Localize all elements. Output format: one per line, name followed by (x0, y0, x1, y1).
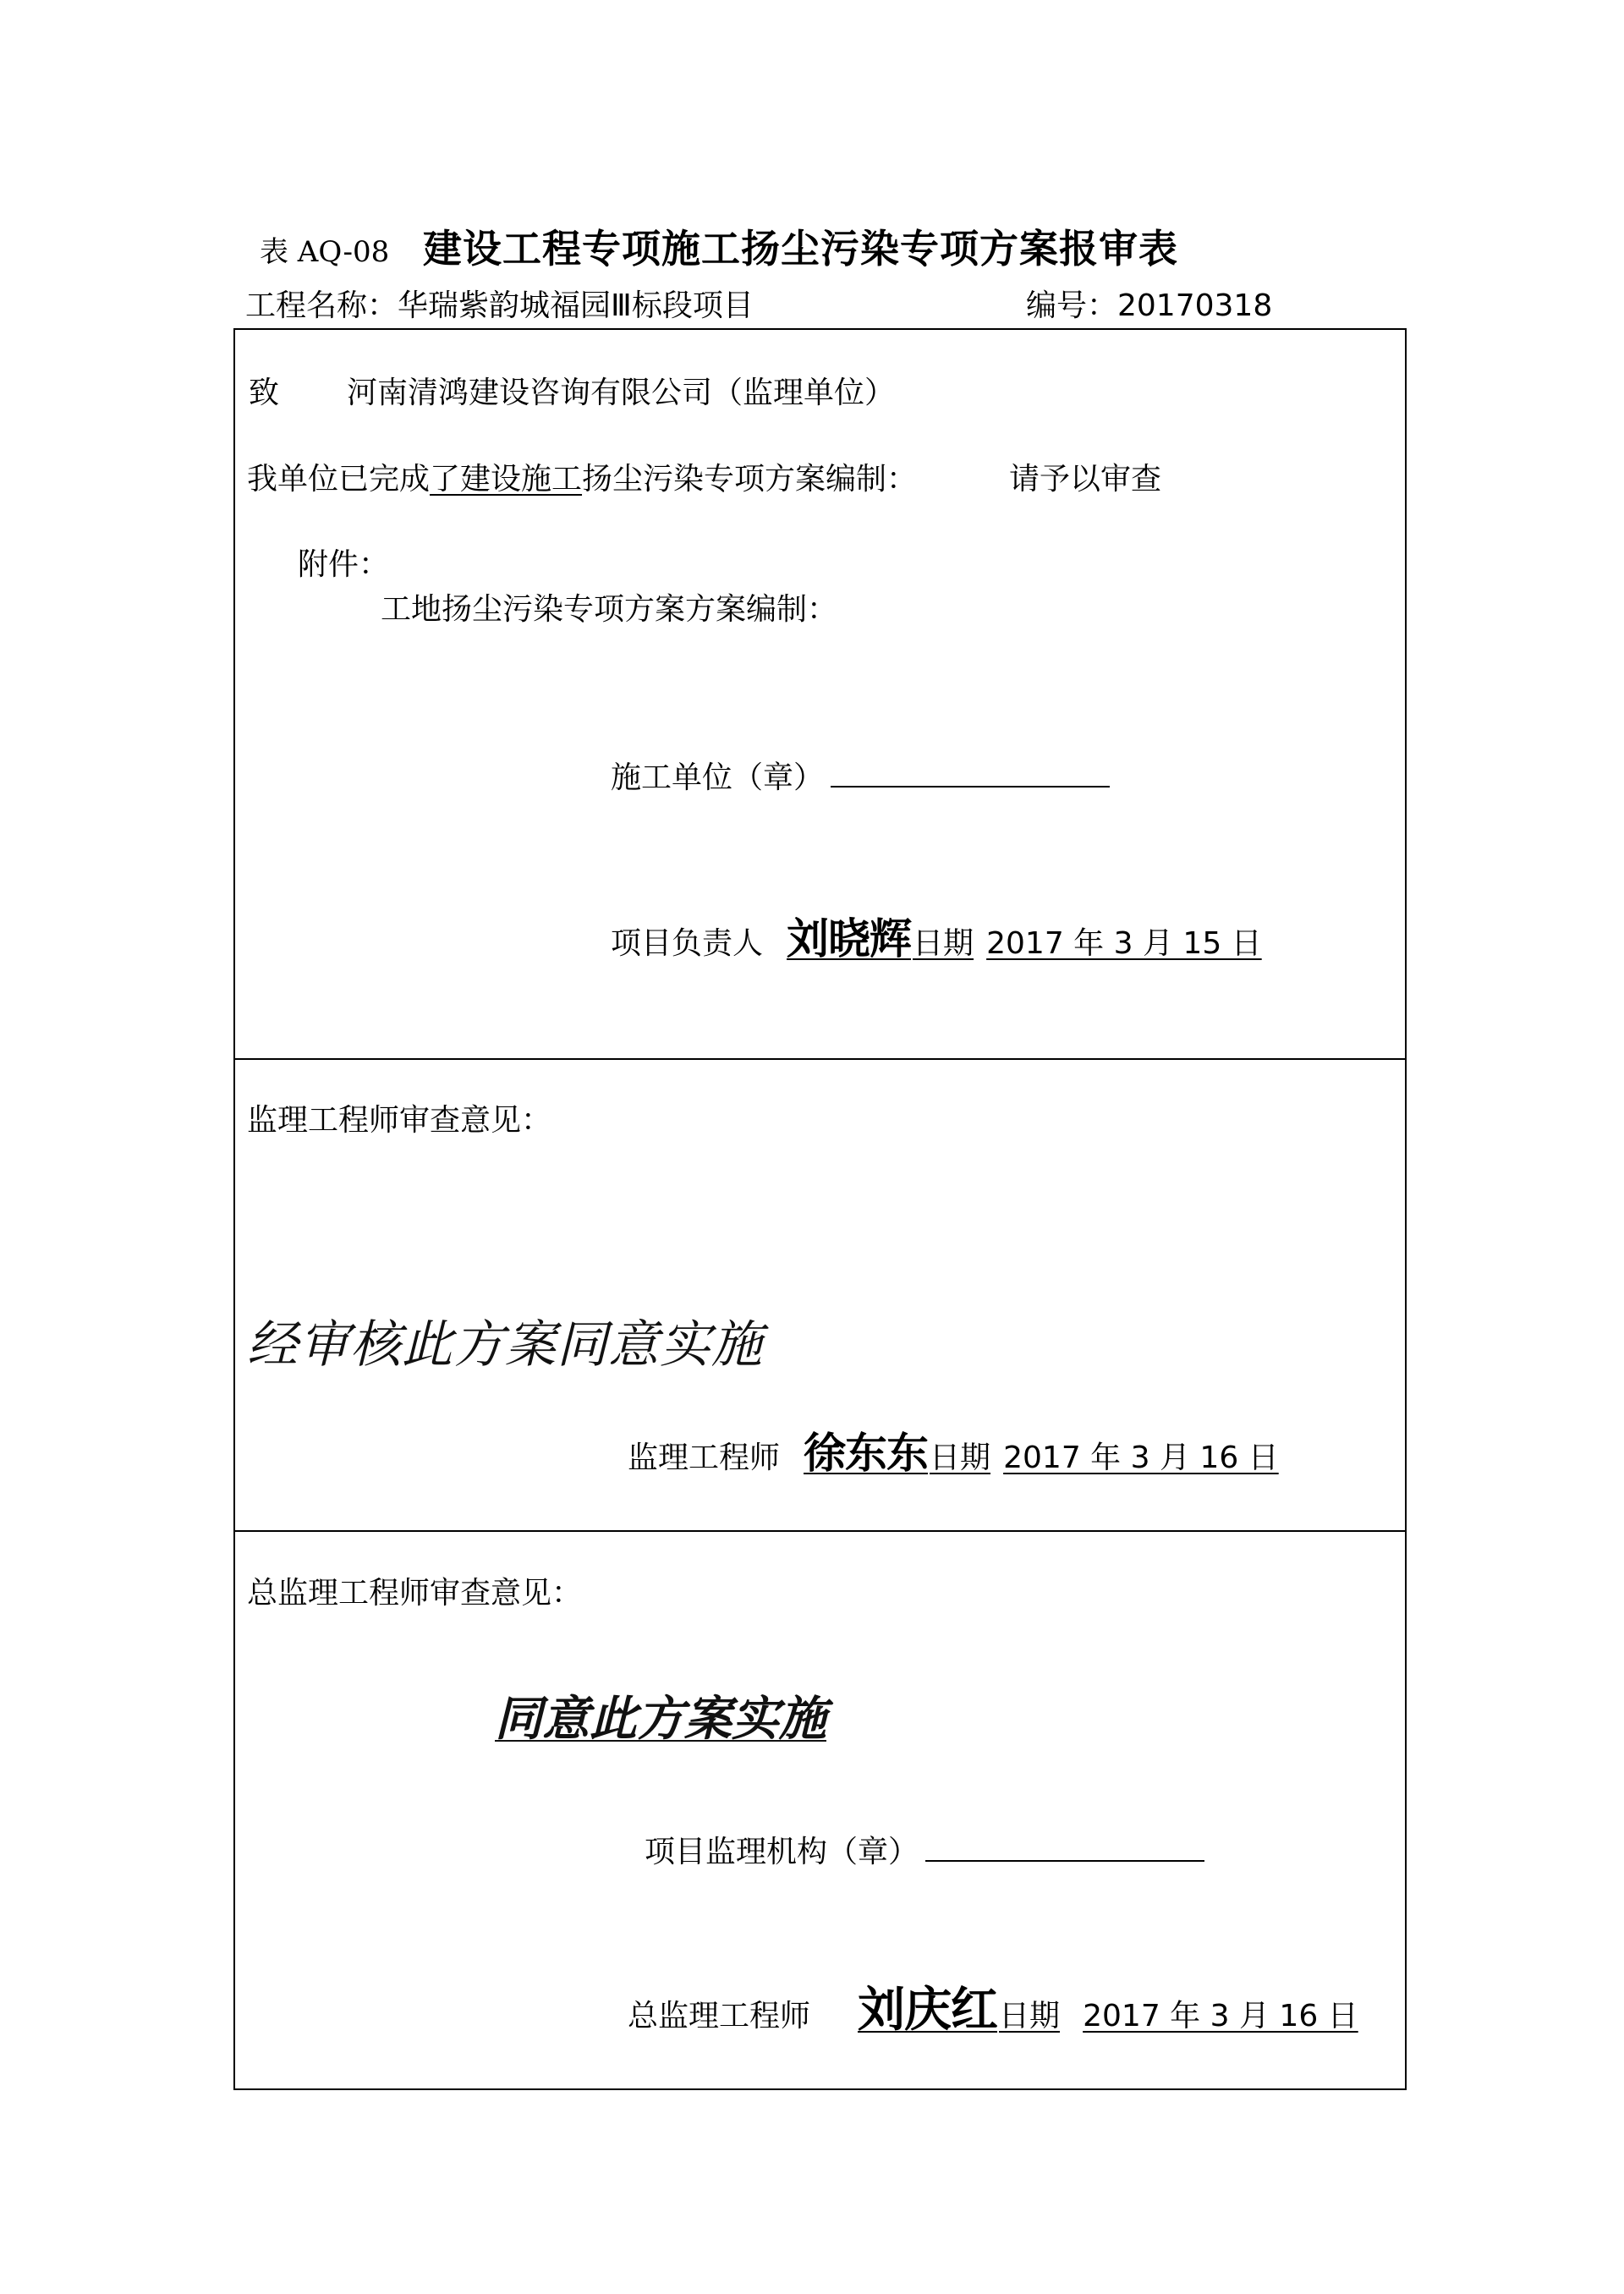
attachment-label: 附件： (298, 547, 390, 582)
statement-underlined: 了建设施工 (430, 462, 583, 497)
statement-suffix: 扬尘污染专项方案编制： (582, 462, 918, 497)
chief-opinion: 同意此方案实施 (495, 1692, 826, 1747)
review-request: 请予以审查 (1009, 462, 1162, 497)
engineer-row (628, 1419, 1279, 1478)
engineer-signature: 徐东东 (804, 1429, 929, 1478)
section-divider-1 (233, 1058, 1407, 1060)
chief-review-heading: 总监理工程师审查意见： (247, 1576, 583, 1611)
chief-engineer-row (628, 1973, 1358, 2038)
chief-label: 总监理工程师 (628, 1999, 811, 2033)
chief-signature-field (810, 1973, 999, 2040)
to-label: 致 (249, 376, 280, 410)
manager-label: 项目负责人 (611, 926, 764, 961)
recipient-unit: 河南清鸿建设咨询有限公司（监理单位） (347, 376, 896, 410)
manager-signature-field (763, 905, 913, 966)
engineer-date-value: 2017 年 3 月 16 日 (1003, 1441, 1279, 1475)
chief-date-value: 2017 年 3 月 16 日 (1083, 1999, 1358, 2033)
serial-number: 编号：20170318 (1026, 288, 1273, 323)
manager-date-value: 2017 年 3 月 15 日 (986, 926, 1262, 961)
statement-prefix: 我单位已完成 (247, 462, 431, 497)
section-divider-2 (233, 1530, 1407, 1532)
completion-statement (247, 464, 917, 495)
project-manager-row (611, 905, 1262, 963)
seal-label: 施工单位（章） (611, 760, 825, 795)
attachment-item: 工地扬尘污染专项方案方案编制： (381, 592, 838, 627)
engineer-opinion: 经审核此方案同意实施 (247, 1315, 763, 1375)
supervision-org-seal (645, 1837, 1204, 1868)
supervision-seal-blank-line (925, 1860, 1204, 1862)
document-title: 建设工程专项施工扬尘污染专项方案报审表 (423, 226, 1178, 272)
engineer-date-label: 日期 (930, 1441, 991, 1475)
chief-date-label: 日期 (999, 1999, 1061, 2033)
engineer-label: 监理工程师 (628, 1441, 781, 1475)
manager-signature: 刘晓辉 (787, 914, 912, 963)
project-name: 工程名称：华瑞紫韵城福园Ⅲ标段项目 (245, 288, 754, 323)
manager-date-label: 日期 (913, 926, 974, 961)
construction-unit-seal (611, 760, 1110, 795)
engineer-review-heading: 监理工程师审查意见： (247, 1103, 552, 1138)
form-code: 表 AQ-08 (260, 235, 390, 269)
supervision-seal-label: 项目监理机构（章） (645, 1835, 919, 1869)
seal-blank-line (831, 786, 1110, 788)
chief-signature: 刘庆红 (858, 1983, 998, 2038)
engineer-signature-field (780, 1419, 930, 1480)
